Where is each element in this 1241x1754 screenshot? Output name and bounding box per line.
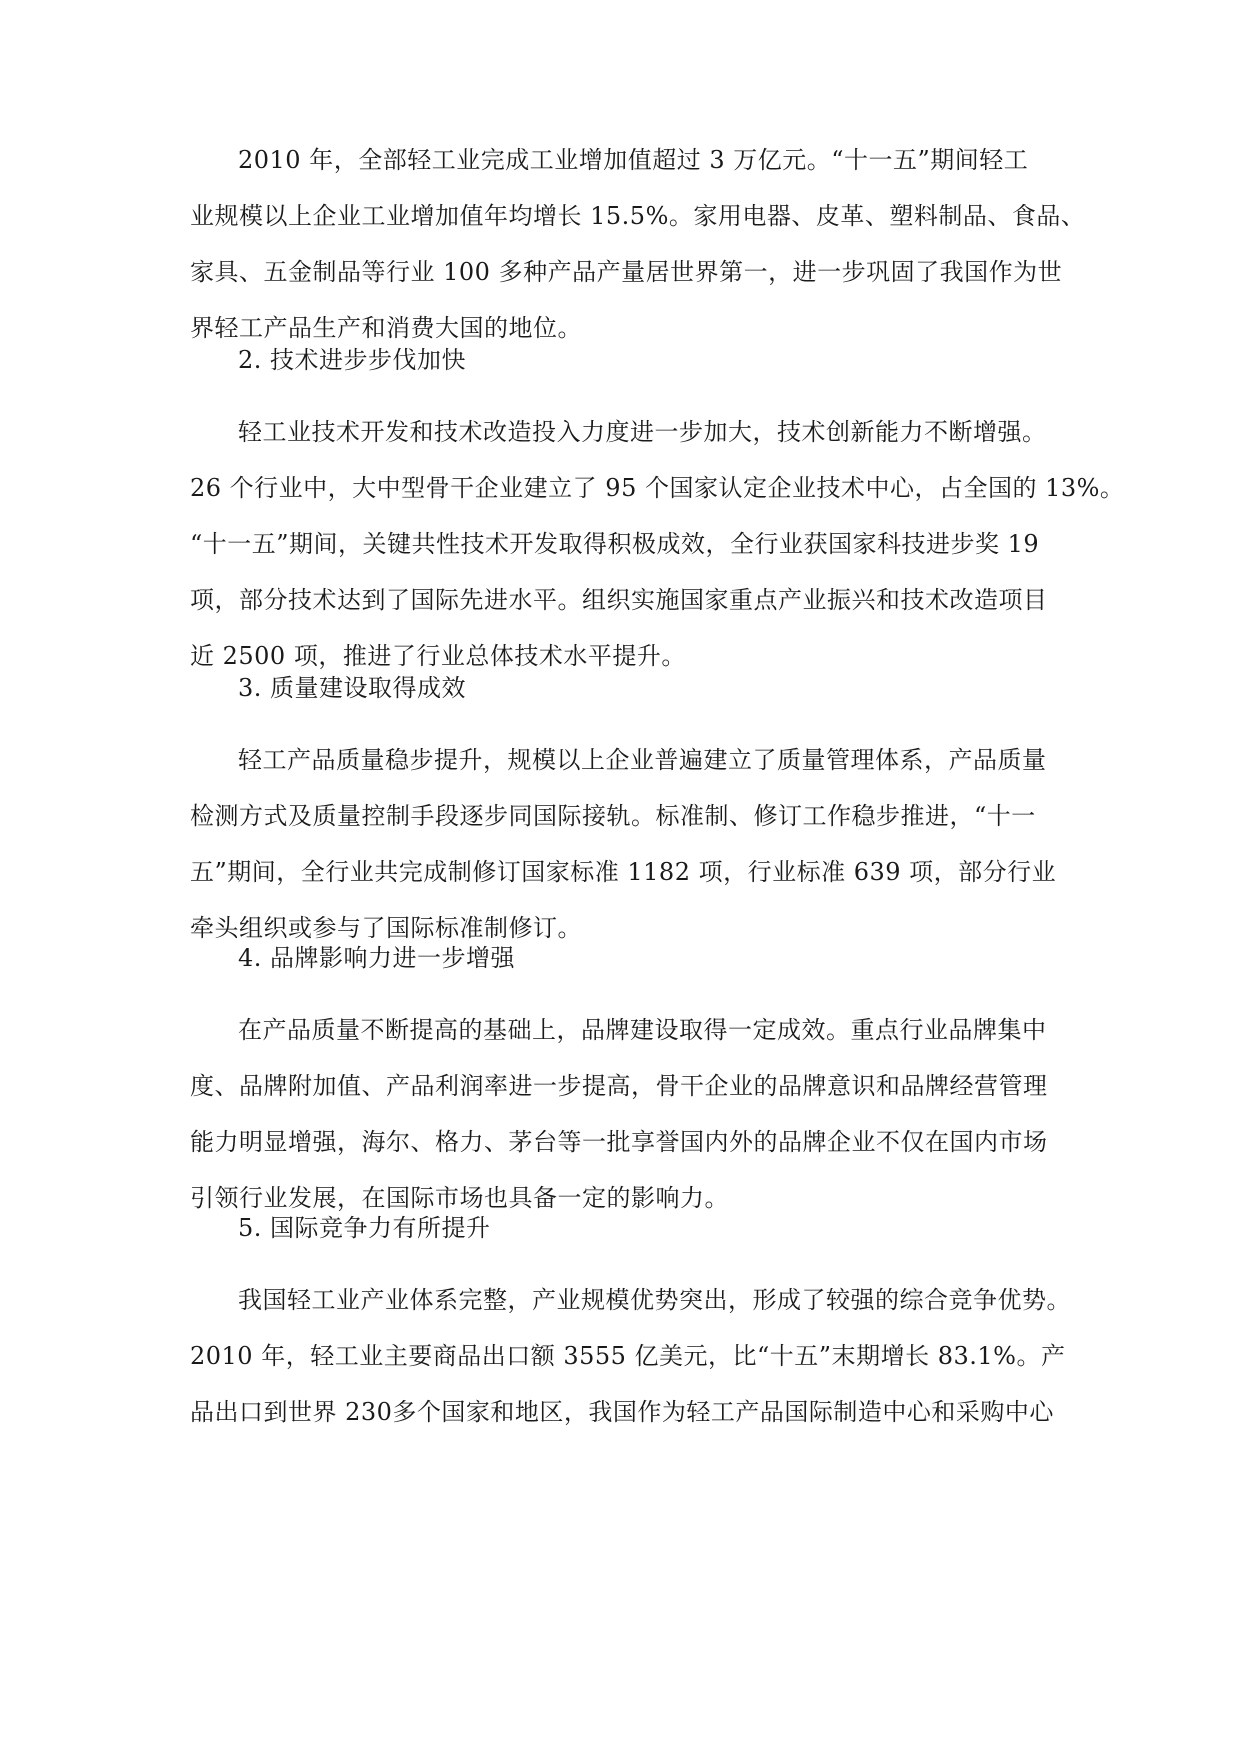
paragraph-overview	[190, 132, 1086, 356]
paragraph-technology	[190, 404, 1125, 684]
section-heading-technology: 2. 技术进步步伐加快	[238, 346, 467, 374]
text-line: 在产品质量不断提高的基础上，品牌建设取得一定成效。重点行业品牌集中	[238, 1016, 1047, 1044]
text-line: 检测方式及质量控制手段逐步同国际接轨。标准制、修订工作稳步推进，“十一	[190, 802, 1036, 830]
paragraph-international	[190, 1272, 1071, 1440]
section-heading-quality: 3. 质量建设取得成效	[238, 674, 467, 702]
section-heading-brand: 4. 品牌影响力进一步增强	[238, 944, 516, 972]
text-line: 引领行业发展，在国际市场也具备一定的影响力。	[190, 1184, 729, 1212]
text-line: 界轻工产品生产和消费大国的地位。	[190, 314, 582, 342]
paragraph-quality	[190, 732, 1057, 956]
text-line: 能力明显增强，海尔、格力、茅台等一批享誉国内外的品牌企业不仅在国内市场	[190, 1128, 1048, 1156]
text-line: 26 个行业中，大中型骨干企业建立了 95 个国家认定企业技术中心，占全国的 13%。	[190, 474, 1125, 502]
text-line: 轻工业技术开发和技术改造投入力度进一步加大，技术创新能力不断增强。	[238, 418, 1047, 446]
text-line: 近 2500 项，推进了行业总体技术水平提升。	[190, 642, 686, 670]
text-line: 五”期间，全行业共完成制修订国家标准 1182 项，行业标准 639 项，部分行业	[190, 858, 1057, 886]
text-line: 品出口到世界 230多个国家和地区，我国作为轻工产品国际制造中心和采购中心	[190, 1398, 1054, 1426]
section-heading-international: 5. 国际竞争力有所提升	[238, 1214, 491, 1242]
text-line: “十一五”期间，关键共性技术开发取得积极成效，全行业获国家科技进步奖 19	[190, 530, 1040, 558]
text-line: 家具、五金制品等行业 100 多种产品产量居世界第一，进一步巩固了我国作为世	[190, 258, 1063, 286]
text-line: 业规模以上企业工业增加值年均增长 15.5%。家用电器、皮革、塑料制品、食品、	[190, 202, 1086, 230]
text-line: 牵头组织或参与了国际标准制修订。	[190, 914, 582, 942]
text-line: 度、品牌附加值、产品利润率进一步提高，骨干企业的品牌意识和品牌经营管理	[190, 1072, 1048, 1100]
text-line: 2010 年，轻工业主要商品出口额 3555 亿美元，比“十五”末期增长 83.1%。产	[190, 1342, 1066, 1370]
text-line: 我国轻工业产业体系完整，产业规模优势突出，形成了较强的综合竞争优势。	[238, 1286, 1071, 1314]
paragraph-brand	[190, 1002, 1050, 1226]
text-line: 轻工产品质量稳步提升，规模以上企业普遍建立了质量管理体系，产品质量	[238, 746, 1047, 774]
text-line: 2010 年，全部轻工业完成工业增加值超过 3 万亿元。“十一五”期间轻工	[238, 146, 1029, 174]
text-line: 项，部分技术达到了国际先进水平。组织实施国家重点产业振兴和技术改造项目	[190, 586, 1048, 614]
